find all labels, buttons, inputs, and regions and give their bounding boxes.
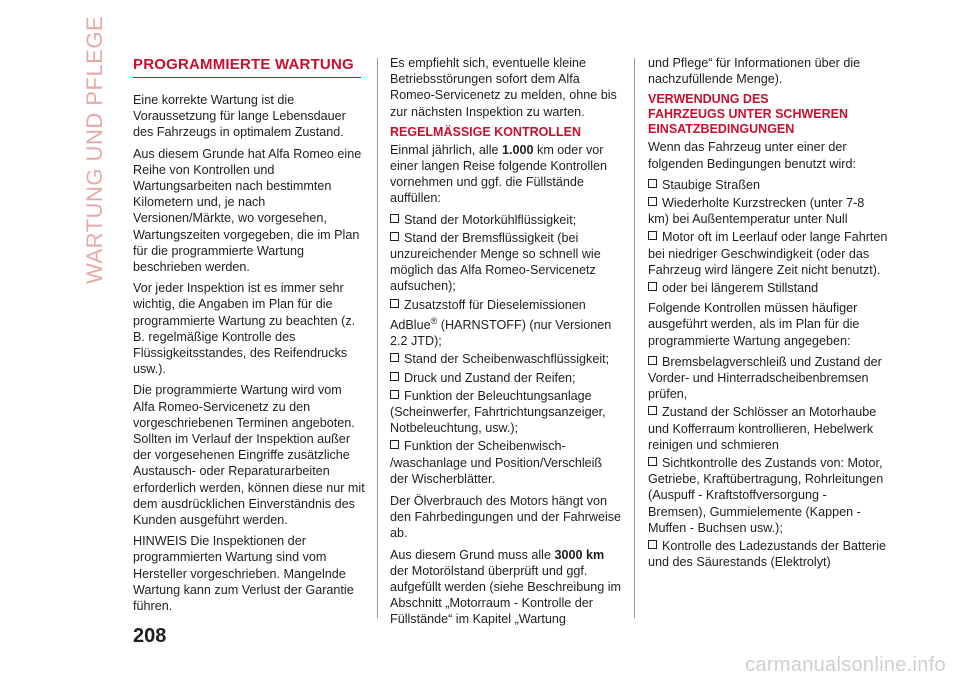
list-item-text: Wiederholte Kurzstrecken (unter 7-8 km) bei Außentemperatur unter Null — [648, 196, 865, 227]
checkbox-icon — [648, 540, 657, 549]
checkbox-icon — [648, 282, 657, 291]
paragraph — [390, 547, 622, 628]
list-item-text: Funktion der Scheibenwisch- /waschanlage und Position/Verschleiß der Wischerblätter. — [390, 439, 603, 486]
paragraph — [390, 142, 622, 207]
list-item-text: oder bei längerem Stillstand — [662, 281, 819, 296]
list-item — [648, 404, 888, 453]
paragraph: Wenn das Fahrzeug unter einer der folgenden Bedingungen benutzt wird: — [648, 140, 856, 171]
list-item-text: Staubige Straßen — [662, 177, 761, 192]
checkbox-icon — [648, 197, 657, 206]
checkbox-icon — [648, 356, 657, 365]
subsection-heading: VERWENDUNG DES FAHRZEUGS UNTER SCHWEREN EINSATZBEDINGUNGEN — [648, 92, 849, 137]
column-divider — [634, 58, 635, 618]
text: Aus diesem Grund muss alle — [390, 547, 551, 562]
list-item — [648, 538, 888, 570]
text: km oder vor einer langen Reise folgende Kontrollen vornehmen und ggf. die Füllstände auffüllen: — [390, 142, 608, 206]
column-2 — [390, 55, 622, 633]
section-heading: PROGRAMMIERTE WARTUNG — [133, 55, 361, 78]
checkbox-icon — [390, 232, 399, 241]
paragraph: Eine korrekte Wartung ist die Voraussetzung für lange Lebensdauer des Fahrzeugs in optimalem Zustand. — [133, 93, 346, 140]
list-item — [648, 177, 888, 193]
list-item-text: Kontrolle des Ladezustands der Batterie und des Säurestands (Elektrolyt) — [648, 539, 887, 570]
paragraph: und Pflege“ für Informationen über die nachzufüllende Menge). — [648, 56, 861, 87]
list-item — [390, 297, 622, 350]
km-value: 3000 km — [554, 547, 605, 562]
list-item — [648, 280, 888, 296]
column-divider — [377, 58, 378, 618]
list-item — [648, 354, 888, 403]
checkbox-icon — [648, 179, 657, 188]
watermark: carmanualsonline.info — [745, 654, 946, 676]
km-value: 1.000 — [502, 142, 534, 157]
checkbox-icon — [390, 353, 399, 362]
checkbox-icon — [390, 390, 399, 399]
column-3 — [648, 55, 888, 572]
list-item — [390, 438, 622, 487]
checkbox-icon — [390, 214, 399, 223]
chapter-side-title: WARTUNG UND PFLEGE — [82, 15, 107, 284]
list-item — [390, 351, 622, 367]
list-item-text: Stand der Motorkühlflüssigkeit; — [404, 212, 577, 227]
subsection-heading: REGELMÄSSIGE KONTROLLEN — [390, 124, 581, 139]
list-item — [648, 195, 888, 227]
list-item-text: Sichtkontrolle des Zustands von: Motor, Getriebe, Kraftübertragung, Rohrleitungen (Auspuff - Kraftstoffversorgung - Bremsen), Gummielemente (Kappen - Muffen - Buchsen usw.); — [648, 456, 884, 535]
text: der Motorölstand überprüft und ggf. aufgefüllt werden (siehe Beschreibung im Abschnitt „Motorraum - Kontrolle der Füllstände“ im Kapitel „Wartung — [390, 563, 622, 627]
list-item — [390, 212, 622, 228]
text: Einmal jährlich, alle — [390, 142, 499, 157]
list-item — [390, 370, 622, 386]
list-item-text: Motor oft im Leerlauf oder lange Fahrten bei niedriger Geschwindigkeit (oder das Fahrzeug wird längere Zeit nicht benutzt). — [648, 230, 888, 277]
checkbox-icon — [390, 440, 399, 449]
checkbox-icon — [648, 406, 657, 415]
list-item-text: Stand der Scheibenwaschflüssigkeit; — [404, 352, 610, 367]
registered-mark: ® — [430, 315, 438, 326]
list-item — [648, 455, 888, 536]
page-number: 208 — [133, 625, 167, 647]
list-item-text: Druck und Zustand der Reifen; — [404, 370, 576, 385]
checkbox-icon — [648, 231, 657, 240]
list-item-text: Zusatzstoff für Dieselemissionen AdBlue — [390, 297, 586, 333]
paragraph: Der Ölverbrauch des Motors hängt von den Fahrbedingungen und der Fahrweise ab. — [390, 494, 622, 541]
paragraph: Vor jeder Inspektion ist es immer sehr wichtig, die Angaben im Plan für die programmierte Wartung zu beachten (z. B. regelmäßige Kontrolle des Flüssigkeitsstandes, des Reifendrucks usw.). — [133, 281, 356, 377]
list-item-text: Bremsbelagverschleiß und Zustand der Vorder- und Hinterradscheibenbremsen prüfen, — [648, 354, 882, 402]
paragraph: Aus diesem Grunde hat Alfa Romeo eine Reihe von Kontrollen und Wartungsarbeiten nach bestimmten Kilometern und, je nach Versionen/Märkte, wo vorgesehen, Wartungszeiten vorgegeben, die im Plan für die programmierte Wartung beschrieben werden. — [133, 146, 362, 275]
note-paragraph: HINWEIS Die Inspektionen der programmierten Wartung sind vom Hersteller vorgeschrieben. Mangelnde Wartung kann zum Verlust der Garantie führen. — [133, 534, 354, 614]
column-1 — [133, 55, 365, 619]
checkbox-icon — [390, 372, 399, 381]
list-item — [648, 229, 888, 278]
list-item-text: (HARNSTOFF) (nur Versionen 2.2 JTD); — [390, 318, 612, 349]
list-item — [390, 230, 622, 295]
paragraph: Die programmierte Wartung wird vom Alfa Romeo-Servicenetz zu den vorgeschriebenen Terminen angeboten. Sollten im Verlauf der Inspektion außer der vorgesehenen Eingriffe zusätzliche Austausch- oder Reparaturarbeiten erforderlich werden, können diese nur mit dem ausdrücklichen Einverständnis des Kunden ausgeführt werden. — [133, 383, 365, 528]
checkbox-icon — [390, 299, 399, 308]
paragraph: Es empfiehlt sich, eventuelle kleine Betriebsstörungen sofort dem Alfa Romeo-Servicenetz zu melden, ohne bis zur nächsten Inspektion zu warten. — [390, 56, 617, 119]
list-item — [390, 388, 622, 437]
list-item-text: Stand der Bremsflüssigkeit (bei unzureichender Menge so schnell wie möglich das Alfa Romeo-Servicenetz aufsuchen); — [390, 230, 601, 294]
list-item-text: Zustand der Schlösser an Motorhaube und Kofferraum kontrollieren, Hebelwerk reinigen und schmieren — [648, 405, 877, 452]
checkbox-icon — [648, 457, 657, 466]
paragraph: Folgende Kontrollen müssen häufiger ausgeführt werden, als im Plan für die programmierte Wartung angegeben: — [648, 301, 860, 348]
list-item-text: Funktion der Beleuchtungsanlage (Scheinwerfer, Fahrtrichtungsanzeiger, Notbeleuchtung, usw.); — [390, 388, 606, 436]
